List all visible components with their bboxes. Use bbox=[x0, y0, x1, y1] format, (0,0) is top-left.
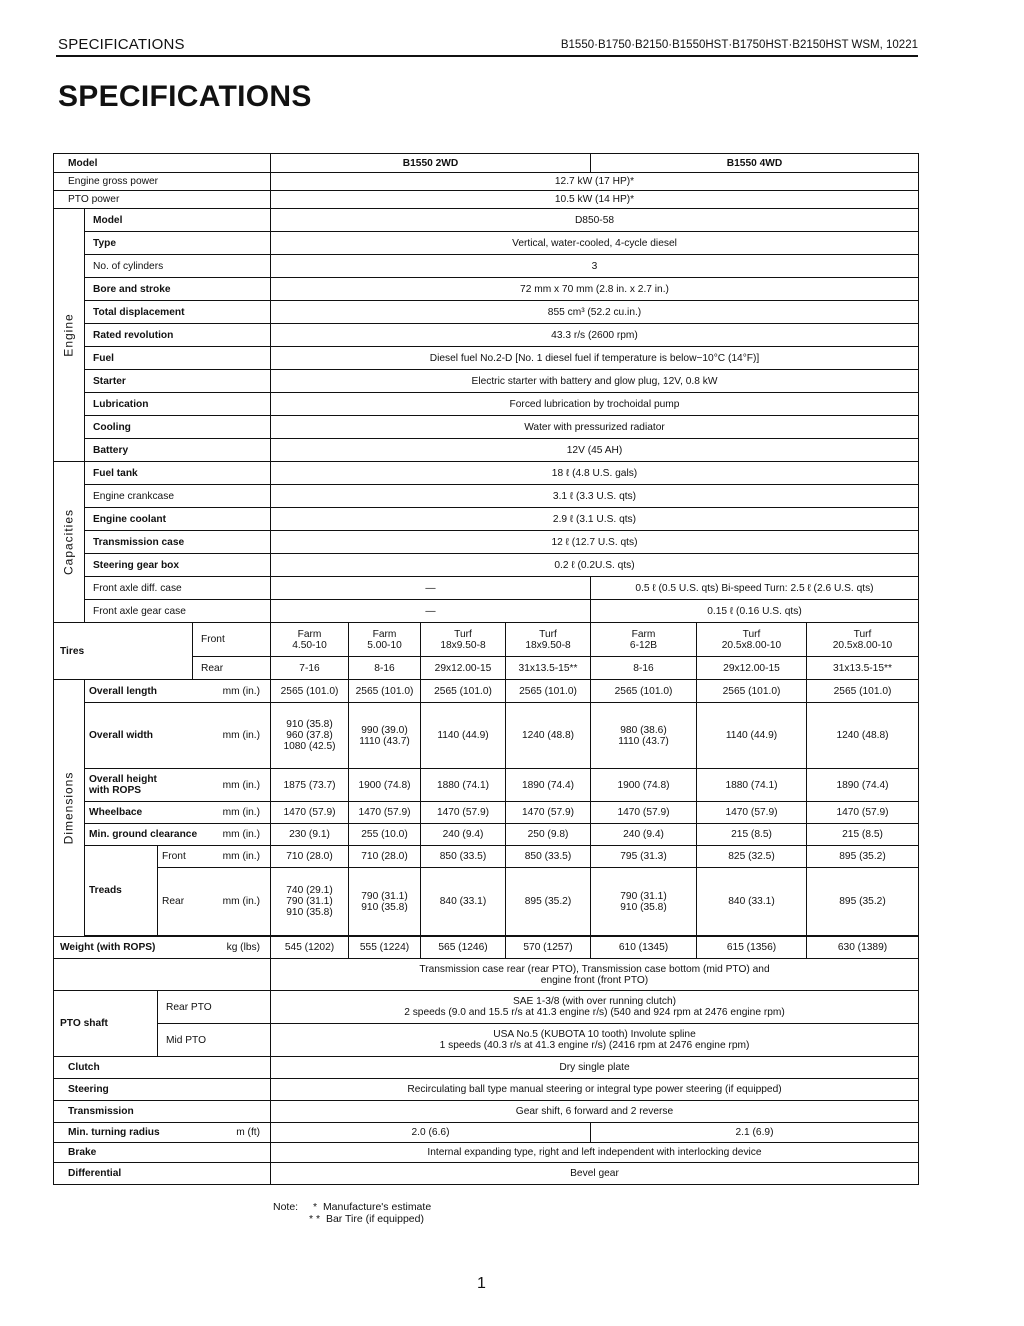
row-label: Min. turning radius m (ft) bbox=[54, 1123, 271, 1143]
row-value: 840 (33.1) bbox=[697, 868, 807, 936]
row-value: 545 (1202) bbox=[271, 937, 349, 959]
row-label: Front axle gear case bbox=[85, 600, 271, 623]
row-value: 1900 (74.8) bbox=[591, 769, 697, 802]
front-axle-diff-row bbox=[54, 577, 919, 600]
row-value: 2565 (101.0) bbox=[807, 680, 919, 703]
row-value: Dry single plate bbox=[271, 1057, 919, 1079]
row-value-2wd: — bbox=[271, 600, 591, 623]
row-value: 215 (8.5) bbox=[807, 824, 919, 846]
row-value: 710 (28.0) bbox=[271, 846, 349, 868]
row-value: 990 (39.0) 1110 (43.7) bbox=[349, 703, 421, 769]
treads-rear-row bbox=[54, 868, 919, 936]
row-label: Rated revolution bbox=[85, 324, 271, 347]
row-value: 840 (33.1) bbox=[421, 868, 506, 936]
tire-front-cell: Turf 20.5x8.00-10 bbox=[697, 623, 807, 657]
row-value: 12 ℓ (12.7 U.S. qts) bbox=[271, 531, 919, 554]
row-value: 1470 (57.9) bbox=[349, 802, 421, 824]
overall-height-row bbox=[54, 769, 919, 802]
row-value: 2.9 ℓ (3.1 U.S. qts) bbox=[271, 508, 919, 531]
row-value: 250 (9.8) bbox=[506, 824, 591, 846]
row-label: Clutch bbox=[54, 1057, 271, 1079]
row-value: Electric starter with battery and glow plug, 12V, 0.8 kW bbox=[271, 370, 919, 393]
tire-front-cell: Farm 6-12B bbox=[591, 623, 697, 657]
note-text: Bar Tire (if equipped) bbox=[325, 1212, 424, 1225]
row-value: 910 (35.8) 960 (37.8) 1080 (42.5) bbox=[271, 703, 349, 769]
weight-row bbox=[54, 937, 919, 959]
pto-rear-value: SAE 1-3/8 (with over running clutch) 2 speeds (9.0 and 15.5 r/s at 41.3 engine r/s) (540 and 924 rpm at 2476 engine rpm) bbox=[271, 991, 919, 1024]
row-value: 255 (10.0) bbox=[349, 824, 421, 846]
table-row bbox=[54, 232, 919, 255]
row-value: 1880 (74.1) bbox=[421, 769, 506, 802]
running-header-models: B1550·B1750·B2150·B1550HST·B1750HST·B2150HST WSM, 10221 bbox=[560, 39, 918, 51]
pto-rear-row bbox=[54, 991, 919, 1024]
row-value: 1140 (44.9) bbox=[421, 703, 506, 769]
row-value: 2565 (101.0) bbox=[421, 680, 506, 703]
row-value: 790 (31.1) 910 (35.8) bbox=[591, 868, 697, 936]
row-value: 610 (1345) bbox=[591, 937, 697, 959]
engine-gross-power-row bbox=[54, 173, 919, 191]
row-value: 1240 (48.8) bbox=[807, 703, 919, 769]
row-value: 2565 (101.0) bbox=[591, 680, 697, 703]
row-label: Weight (with ROPS) kg (lbs) bbox=[54, 937, 271, 959]
row-value: 2565 (101.0) bbox=[506, 680, 591, 703]
capacities-category: Capacities bbox=[54, 462, 85, 623]
row-label: Min. ground clearance mm (in.) bbox=[85, 824, 271, 846]
table-row bbox=[54, 508, 919, 531]
table-row bbox=[54, 485, 919, 508]
row-label: Transmission bbox=[54, 1101, 271, 1123]
tires-front-row bbox=[54, 623, 919, 657]
row-value: Internal expanding type, right and left independent with interlocking device bbox=[271, 1143, 919, 1163]
row-value: 565 (1246) bbox=[421, 937, 506, 959]
row-label: No. of cylinders bbox=[85, 255, 271, 278]
row-value: Forced lubrication by trochoidal pump bbox=[271, 393, 919, 416]
tire-rear-cell: 31x13.5-15** bbox=[807, 657, 919, 680]
pto-power-label: PTO power bbox=[54, 191, 271, 209]
tire-rear-cell: 29x12.00-15 bbox=[697, 657, 807, 680]
row-value: 3.1 ℓ (3.3 U.S. qts) bbox=[271, 485, 919, 508]
turning-radius-row bbox=[54, 1123, 919, 1143]
row-label: Brake bbox=[54, 1143, 271, 1163]
row-value: 895 (35.2) bbox=[807, 846, 919, 868]
pto-location-blank bbox=[54, 959, 271, 991]
dimensions-category: Dimensions bbox=[54, 680, 85, 937]
note-label: Note: bbox=[273, 1201, 299, 1213]
row-value-4wd: 2.1 (6.9) bbox=[591, 1123, 919, 1143]
pto-mid-value: USA No.5 (KUBOTA 10 tooth) Involute spline 1 speeds (40.3 r/s at 41.3 engine r/s) (2416 rpm at 2476 engine rpm) bbox=[271, 1024, 919, 1057]
engine-gross-power-value: 12.7 kW (17 HP)* bbox=[271, 173, 919, 191]
pto-location-value: Transmission case rear (rear PTO), Transmission case bottom (mid PTO) and engine front (front PTO) bbox=[271, 959, 919, 991]
table-row bbox=[54, 554, 919, 577]
row-value: 12V (45 AH) bbox=[271, 439, 919, 462]
pto-mid-label: Mid PTO bbox=[158, 1024, 271, 1057]
row-value: 895 (35.2) bbox=[506, 868, 591, 936]
row-value: 1890 (74.4) bbox=[506, 769, 591, 802]
tire-front-cell: Farm 4.50-10 bbox=[271, 623, 349, 657]
row-value: 2565 (101.0) bbox=[271, 680, 349, 703]
row-value: 215 (8.5) bbox=[697, 824, 807, 846]
tire-rear-cell: 7-16 bbox=[271, 657, 349, 680]
row-label: Wheelbace mm (in.) bbox=[85, 802, 271, 824]
treads-front-label: Front mm (in.) bbox=[158, 846, 271, 868]
row-value: 570 (1257) bbox=[506, 937, 591, 959]
pto-power-value: 10.5 kW (14 HP)* bbox=[271, 191, 919, 209]
note-mark: * * bbox=[309, 1212, 321, 1225]
tire-front-cell: Farm 5.00-10 bbox=[349, 623, 421, 657]
row-value: 72 mm x 70 mm (2.8 in. x 2.7 in.) bbox=[271, 278, 919, 301]
footnotes bbox=[273, 1202, 431, 1225]
model-row bbox=[54, 154, 919, 173]
tire-rear-cell: 31x13.5-15** bbox=[506, 657, 591, 680]
treads-rear-label: Rear mm (in.) bbox=[158, 868, 271, 936]
overall-width-row bbox=[54, 703, 919, 769]
row-value: Bevel gear bbox=[271, 1163, 919, 1185]
row-label: Battery bbox=[85, 439, 271, 462]
pto-location-row bbox=[54, 959, 919, 991]
row-value: 240 (9.4) bbox=[591, 824, 697, 846]
table-row bbox=[54, 324, 919, 347]
row-value-2wd: 2.0 (6.6) bbox=[271, 1123, 591, 1143]
tire-front-cell: Turf 18x9.50-8 bbox=[421, 623, 506, 657]
tire-rear-cell: 8-16 bbox=[349, 657, 421, 680]
row-value: 1470 (57.9) bbox=[271, 802, 349, 824]
row-value: 630 (1389) bbox=[807, 937, 919, 959]
row-value: 2565 (101.0) bbox=[697, 680, 807, 703]
row-value-4wd: 0.15 ℓ (0.16 U.S. qts) bbox=[591, 600, 919, 623]
row-label: Model bbox=[85, 209, 271, 232]
row-value: 1875 (73.7) bbox=[271, 769, 349, 802]
row-label: Starter bbox=[85, 370, 271, 393]
row-value: 740 (29.1) 790 (31.1) 910 (35.8) bbox=[271, 868, 349, 936]
differential-row bbox=[54, 1163, 919, 1185]
row-value: Vertical, water-cooled, 4-cycle diesel bbox=[271, 232, 919, 255]
transmission-row bbox=[54, 1101, 919, 1123]
row-value: 825 (32.5) bbox=[697, 846, 807, 868]
note-mark: * bbox=[313, 1201, 318, 1213]
treads-front-row bbox=[54, 846, 919, 868]
pto-shaft-label: PTO shaft bbox=[54, 991, 158, 1057]
row-label: Front axle diff. case bbox=[85, 577, 271, 600]
table-row bbox=[54, 301, 919, 324]
row-value: 1880 (74.1) bbox=[697, 769, 807, 802]
wheelbase-row bbox=[54, 802, 919, 824]
row-label: Lubrication bbox=[85, 393, 271, 416]
header-rule bbox=[56, 55, 918, 57]
overall-length-row bbox=[54, 680, 919, 703]
row-value: 1470 (57.9) bbox=[591, 802, 697, 824]
table-row bbox=[54, 462, 919, 485]
row-value: Water with pressurized radiator bbox=[271, 416, 919, 439]
row-label: Type bbox=[85, 232, 271, 255]
table-row bbox=[54, 278, 919, 301]
row-value: Diesel fuel No.2-D [No. 1 diesel fuel if temperature is below−10°C (14°F)] bbox=[271, 347, 919, 370]
row-value: 850 (33.5) bbox=[421, 846, 506, 868]
treads-label: Treads bbox=[85, 846, 158, 936]
tires-label: Tires bbox=[54, 623, 193, 680]
row-value: 2565 (101.0) bbox=[349, 680, 421, 703]
row-value: 555 (1224) bbox=[349, 937, 421, 959]
tire-front-cell: Turf 20.5x8.00-10 bbox=[807, 623, 919, 657]
row-value: 855 cm³ (52.2 cu.in.) bbox=[271, 301, 919, 324]
row-label: Bore and stroke bbox=[85, 278, 271, 301]
row-value: 895 (35.2) bbox=[807, 868, 919, 936]
row-value: 1890 (74.4) bbox=[807, 769, 919, 802]
table-row bbox=[54, 209, 919, 232]
model-2wd-header: B1550 2WD bbox=[271, 154, 591, 173]
model-header-label: Model bbox=[54, 154, 271, 173]
specifications-table bbox=[53, 153, 919, 1185]
row-value: Gear shift, 6 forward and 2 reverse bbox=[271, 1101, 919, 1123]
row-value: 1470 (57.9) bbox=[807, 802, 919, 824]
tire-front-cell: Turf 18x9.50-8 bbox=[506, 623, 591, 657]
pto-power-row bbox=[54, 191, 919, 209]
row-label: Fuel tank bbox=[85, 462, 271, 485]
page-number: 1 bbox=[477, 1275, 486, 1292]
model-4wd-header: B1550 4WD bbox=[591, 154, 919, 173]
table-row bbox=[54, 439, 919, 462]
running-header-section: SPECIFICATIONS bbox=[58, 36, 185, 53]
table-row bbox=[54, 370, 919, 393]
table-row bbox=[54, 393, 919, 416]
row-value: 18 ℓ (4.8 U.S. gals) bbox=[271, 462, 919, 485]
row-label: Cooling bbox=[85, 416, 271, 439]
row-value: 1140 (44.9) bbox=[697, 703, 807, 769]
min-ground-clearance-row bbox=[54, 824, 919, 846]
engine-category: Engine bbox=[54, 209, 85, 462]
row-label: Overall length mm (in.) bbox=[85, 680, 271, 703]
row-label: Transmission case bbox=[85, 531, 271, 554]
engine-gross-power-label: Engine gross power bbox=[54, 173, 271, 191]
steering-row bbox=[54, 1079, 919, 1101]
row-label: Engine crankcase bbox=[85, 485, 271, 508]
table-row bbox=[54, 531, 919, 554]
brake-row bbox=[54, 1143, 919, 1163]
row-value: 1240 (48.8) bbox=[506, 703, 591, 769]
tire-rear-cell: 8-16 bbox=[591, 657, 697, 680]
row-label: Steering bbox=[54, 1079, 271, 1101]
page-title: SPECIFICATIONS bbox=[58, 80, 312, 113]
row-value: 0.2 ℓ (0.2U.S. qts) bbox=[271, 554, 919, 577]
row-value: 230 (9.1) bbox=[271, 824, 349, 846]
row-value: 980 (38.6) 1110 (43.7) bbox=[591, 703, 697, 769]
row-label: Steering gear box bbox=[85, 554, 271, 577]
pto-rear-label: Rear PTO bbox=[158, 991, 271, 1024]
table-row bbox=[54, 255, 919, 278]
clutch-row bbox=[54, 1057, 919, 1079]
row-label: Fuel bbox=[85, 347, 271, 370]
table-row bbox=[54, 347, 919, 370]
row-value: 1470 (57.9) bbox=[506, 802, 591, 824]
row-label: Overall width mm (in.) bbox=[85, 703, 271, 769]
table-row bbox=[54, 416, 919, 439]
row-value: 1470 (57.9) bbox=[421, 802, 506, 824]
row-value: 795 (31.3) bbox=[591, 846, 697, 868]
tire-rear-cell: 29x12.00-15 bbox=[421, 657, 506, 680]
row-value: 240 (9.4) bbox=[421, 824, 506, 846]
row-label: Total displacement bbox=[85, 301, 271, 324]
row-value: 615 (1356) bbox=[697, 937, 807, 959]
row-value: D850-58 bbox=[271, 209, 919, 232]
note-text: Manufacture's estimate bbox=[322, 1201, 432, 1213]
row-value: 710 (28.0) bbox=[349, 846, 421, 868]
row-value: 790 (31.1) 910 (35.8) bbox=[349, 868, 421, 936]
row-value-4wd: 0.5 ℓ (0.5 U.S. qts) Bi-speed Turn: 2.5 ℓ (2.6 U.S. qts) bbox=[591, 577, 919, 600]
row-label: Engine coolant bbox=[85, 508, 271, 531]
row-value: Recirculating ball type manual steering or integral type power steering (if equipped) bbox=[271, 1079, 919, 1101]
row-value: 43.3 r/s (2600 rpm) bbox=[271, 324, 919, 347]
front-axle-gear-row bbox=[54, 600, 919, 623]
row-value-2wd: — bbox=[271, 577, 591, 600]
row-value: 850 (33.5) bbox=[506, 846, 591, 868]
tires-rear-label: Rear bbox=[193, 657, 271, 680]
tires-front-label: Front bbox=[193, 623, 271, 657]
row-value: 1900 (74.8) bbox=[349, 769, 421, 802]
row-label: Overall height with ROPS mm (in.) bbox=[85, 769, 271, 802]
row-value: 3 bbox=[271, 255, 919, 278]
row-value: 1470 (57.9) bbox=[697, 802, 807, 824]
row-label: Differential bbox=[54, 1163, 271, 1185]
pto-mid-row bbox=[54, 1024, 919, 1057]
